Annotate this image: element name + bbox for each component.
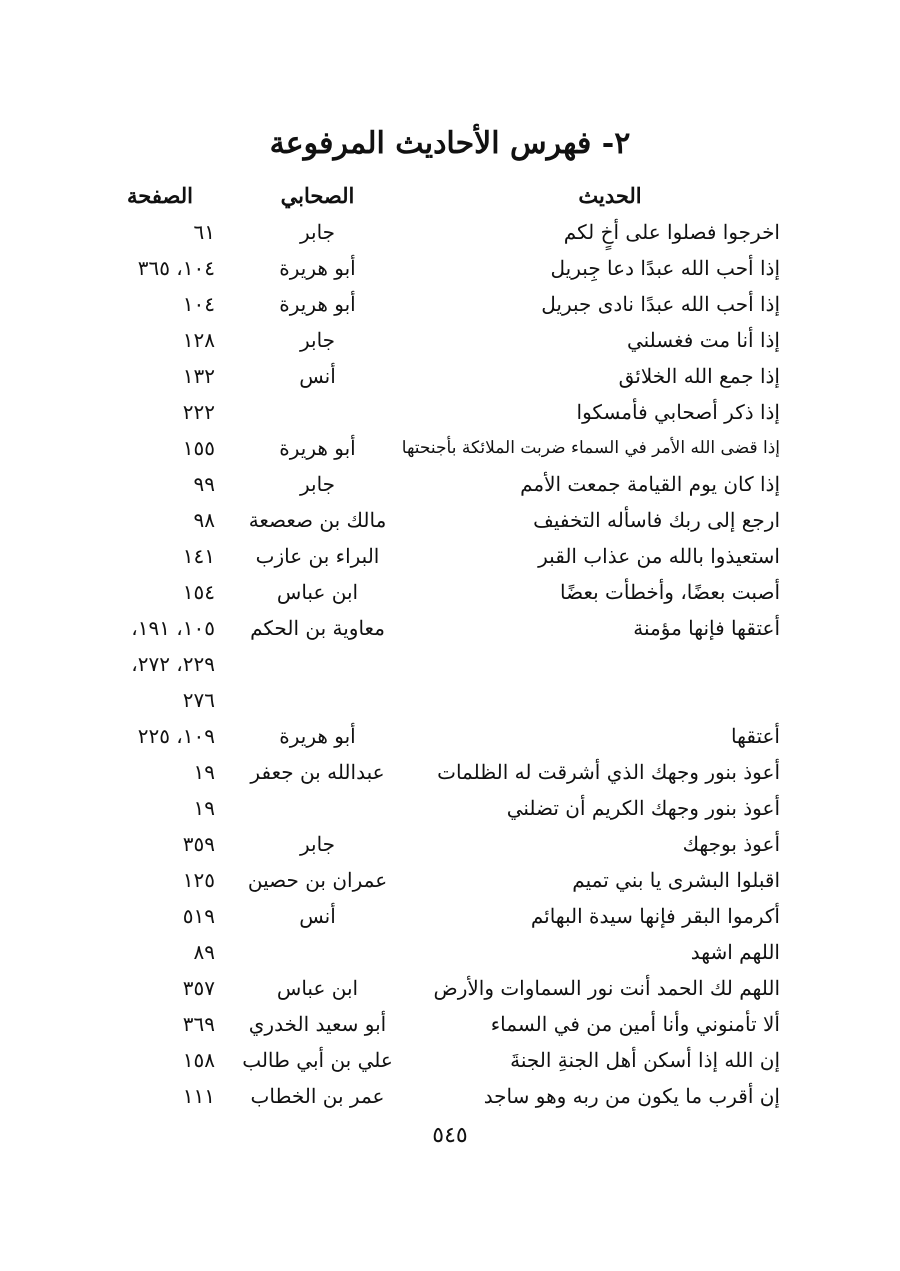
hadith-text: أكرموا البقر فإنها سيدة البهائم	[530, 904, 780, 928]
sahabi-name: مالك بن صعصعة	[248, 508, 387, 532]
hadith-text: إن الله إذا أسكن أهل الجنةِ الجنةَ	[510, 1048, 780, 1072]
sahabi-name: معاوية بن الحكم	[250, 616, 385, 640]
hadith-text: اللهم اشهد	[690, 940, 780, 964]
table-row	[100, 502, 800, 538]
page-ref: ٦١	[193, 220, 215, 244]
table-row	[100, 574, 800, 610]
hadith-text: أعوذ بوجهك	[682, 832, 780, 856]
sahabi-name: ابن عباس	[276, 580, 359, 604]
page-ref: ١٣٢	[182, 364, 215, 388]
table-row	[100, 610, 800, 646]
hadith-text: إذا ذكر أصحابي فأمسكوا	[576, 400, 780, 424]
sahabi-name: جابر	[299, 832, 336, 856]
page-number: ٥٤٥	[432, 1123, 468, 1148]
hadith-text: ارجع إلى ربك فاسأله التخفيف	[533, 508, 780, 532]
table-row	[100, 790, 800, 826]
sahabi-name: ابن عباس	[276, 976, 359, 1000]
hadith-text: أعوذ بنور وجهك الكريم أن تضلني	[506, 796, 780, 820]
hadith-text: اقبلوا البشرى يا بني تميم	[572, 868, 780, 892]
sahabi-name: أنس	[299, 364, 336, 388]
hadith-text: أعتقها	[731, 724, 780, 748]
table-row	[100, 430, 800, 466]
hadith-text: أعتقها فإنها مؤمنة	[633, 616, 780, 640]
sahabi-name: عمر بن الخطاب	[250, 1084, 385, 1108]
page-ref: ١٠٤	[182, 292, 215, 316]
hadith-text: اللهم لك الحمد أنت نور السماوات والأرض	[433, 976, 780, 1000]
hadith-text: ألا تأمنوني وأنا أمين من في السماء	[490, 1012, 780, 1036]
page-ref: ١٥٨	[182, 1048, 215, 1072]
sahabi-name: أبو هريرة	[279, 724, 356, 748]
page-ref: ٢٢٩، ٢٧٢،	[131, 652, 215, 676]
sahabi-name: علي بن أبي طالب	[242, 1048, 393, 1072]
table-row	[100, 1078, 800, 1114]
sahabi-name: جابر	[299, 328, 336, 352]
hadith-text: إن أقرب ما يكون من ربه وهو ساجد	[483, 1084, 780, 1108]
header-sahabi: الصحابي	[280, 183, 355, 208]
page-ref: ١٩	[193, 796, 215, 820]
table-header	[100, 178, 800, 214]
table-row	[100, 682, 800, 718]
table-row	[100, 826, 800, 862]
page-ref: ١٠٥، ١٩١،	[131, 616, 215, 640]
hadith-text: إذا أنا مت فغسلني	[626, 328, 780, 352]
header-hadith: الحديث	[578, 183, 642, 208]
table-row	[100, 322, 800, 358]
hadith-text: إذا كان يوم القيامة جمعت الأمم	[520, 472, 780, 496]
page-ref: ٣٥٧	[182, 976, 215, 1000]
sahabi-name: أبو هريرة	[279, 292, 356, 316]
page-ref: ٩٩	[193, 472, 215, 496]
page-ref: ١٢٨	[182, 328, 215, 352]
table-row	[100, 250, 800, 286]
sahabi-name: أبو هريرة	[279, 436, 356, 460]
sahabi-name: عبدالله بن جعفر	[250, 760, 385, 784]
sahabi-name: جابر	[299, 472, 336, 496]
sahabi-name: البراء بن عازب	[255, 544, 380, 568]
sahabi-name: أنس	[299, 904, 336, 928]
table-row	[100, 898, 800, 934]
table-row	[100, 286, 800, 322]
page-ref: ١٠٩، ٢٢٥	[137, 724, 215, 748]
table-row	[100, 214, 800, 250]
hadith-text: إذا قضى الله الأمر في السماء ضربت الملائكة بأجنحتها	[401, 438, 780, 458]
page-ref: ٢٧٦	[182, 688, 215, 712]
page-ref: ٩٨	[193, 508, 215, 532]
table-row	[100, 394, 800, 430]
hadith-text: إذا أحب الله عبدًا نادى جبريل	[541, 292, 780, 316]
table-row	[100, 358, 800, 394]
page-ref: ١٥٤	[182, 580, 215, 604]
page-ref: ٣٦٩	[182, 1012, 215, 1036]
page-ref: ١٠٤، ٣٦٥	[137, 256, 215, 280]
table-row	[100, 718, 800, 754]
sahabi-name: أبو سعيد الخدري	[248, 1012, 387, 1036]
page-title: ٢- فهرس الأحاديث المرفوعة	[269, 126, 631, 161]
sahabi-name: عمران بن حصين	[247, 868, 388, 892]
page-ref: ٢٢٢	[182, 400, 215, 424]
table-row	[100, 970, 800, 1006]
table-row	[100, 1006, 800, 1042]
table-row	[100, 646, 800, 682]
page-ref: ٣٥٩	[182, 832, 215, 856]
hadith-text: اخرجوا فصلوا على أخٍ لكم	[563, 220, 780, 244]
page-ref: ١٢٥	[182, 868, 215, 892]
hadith-text: أصبت بعضًا، وأخطأت بعضًا	[560, 580, 780, 604]
hadith-text: أعوذ بنور وجهك الذي أشرقت له الظلمات	[437, 760, 780, 784]
hadith-text: إذا جمع الله الخلائق	[618, 364, 780, 388]
page-ref: ٨٩	[193, 940, 215, 964]
page-ref: ٥١٩	[182, 904, 215, 928]
table-row	[100, 466, 800, 502]
page-ref: ١٥٥	[182, 436, 215, 460]
table-row	[100, 934, 800, 970]
page-ref: ١٩	[193, 760, 215, 784]
page-ref: ١١١	[182, 1084, 215, 1108]
sahabi-name: جابر	[299, 220, 336, 244]
table-row	[100, 862, 800, 898]
table-row	[100, 754, 800, 790]
table-row	[100, 1042, 800, 1078]
page-ref: ١٤١	[182, 544, 215, 568]
hadith-text: استعيذوا بالله من عذاب القبر	[538, 544, 780, 568]
table-row	[100, 538, 800, 574]
sahabi-name: أبو هريرة	[279, 256, 356, 280]
hadith-text: إذا أحب الله عبدًا دعا جِبريل	[550, 256, 780, 280]
header-page: الصفحة	[127, 183, 193, 208]
